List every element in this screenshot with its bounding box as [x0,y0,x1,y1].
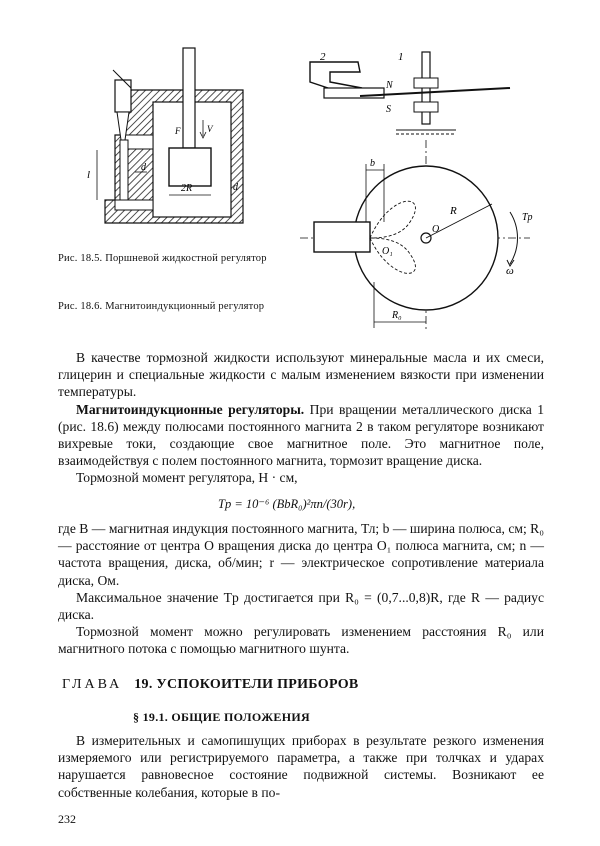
formula-torque: Tp = 10⁻⁶ (BbR₀)²πn/(30r), [218,497,356,511]
page-number: 232 [58,812,76,826]
chapter-label: ГЛАВА [62,677,123,692]
body-text-block [58,349,544,487]
body-text-block-3 [58,732,544,801]
label-v: V [207,124,213,134]
chapter-title: 19. УСПОКОИТЕЛИ ПРИБОРОВ [134,677,359,692]
label-l: l [87,169,91,181]
chapter-heading [62,677,359,693]
paragraph-instruments: В измерительных и самопишущих приборах в результате резкого изменения измеряемого или регистрируемого параметра, а также при толчках и ударах нарушается равновесное состояние подвижной системы. Возникают ее собственные колебания, которые в по- [58,733,544,800]
paragraph-liquids: В качестве тормозной жидкости используют минеральные масла и их смеси, глицерин и специальные жидкости с малым изменением вязкости при изменении температуры. [58,350,544,400]
paragraph-magnetoinduction [58,401,544,470]
label-d-small: d [141,162,146,173]
label-magnet-2: 2 [320,51,326,63]
label-tp: Tp [522,212,533,223]
heading-magnetoinduction: Магнитоиндукционные регуляторы. [76,401,305,417]
label-o1: O₁ [382,246,393,257]
paragraph-legend: где B — магнитная индукция постоянного магнита, Тл; b — ширина полюса, см; R₀ — расстояние от центра O вращения диска до центра O₁ полюса магнита, см; n — частота вращения, диска, об/мин; r — электрическое сопротивление материала диска, Ом. [58,521,544,588]
caption-fig-18-6: Рис. 18.6. Магнитоиндукционный регулятор [58,301,265,312]
label-2r: 2R [181,183,193,194]
figure-18-5 [75,40,285,240]
paragraph-max-value: Максимальное значение Tp достигается при R₀ = (0,7...0,8)R, где R — радиус диска. [58,589,544,623]
label-omega: ω [506,265,514,277]
caption-fig-18-5: Рис. 18.5. Поршневой жидкостной регулятор [58,253,267,264]
paragraph-adjust: Тормозной момент можно регулировать изменением расстояния R₀ или магнитного потока с помощью магнитного шунта. [58,624,544,657]
label-b: b [370,158,375,169]
label-d-big: d [233,182,238,193]
label-n: N [386,80,393,91]
label-s: S [386,104,391,115]
section-heading: § 19.1. ОБЩИЕ ПОЛОЖЕНИЯ [133,710,310,724]
paragraph-magnetoinduction-body: При вращении металлического диска 1 (рис. 18.6) между полюсами постоянного магнита 2 в таком регуляторе возникают вихревые токи, создающие свое магнитное поле. Это магнитное поле, взаимодействуя с полем постоянного магнита, тормозит вращение диска. [58,401,544,469]
label-disk-1: 1 [398,51,404,63]
label-o: O [432,224,440,235]
figure-18-6 [300,42,550,332]
label-force: F [175,126,181,136]
body-text-block-2 [58,520,544,658]
label-r: R [450,205,457,217]
label-r0: R₀ [392,310,402,321]
paragraph-torque-intro: Тормозной момент регулятора, Н · см, [76,470,298,486]
